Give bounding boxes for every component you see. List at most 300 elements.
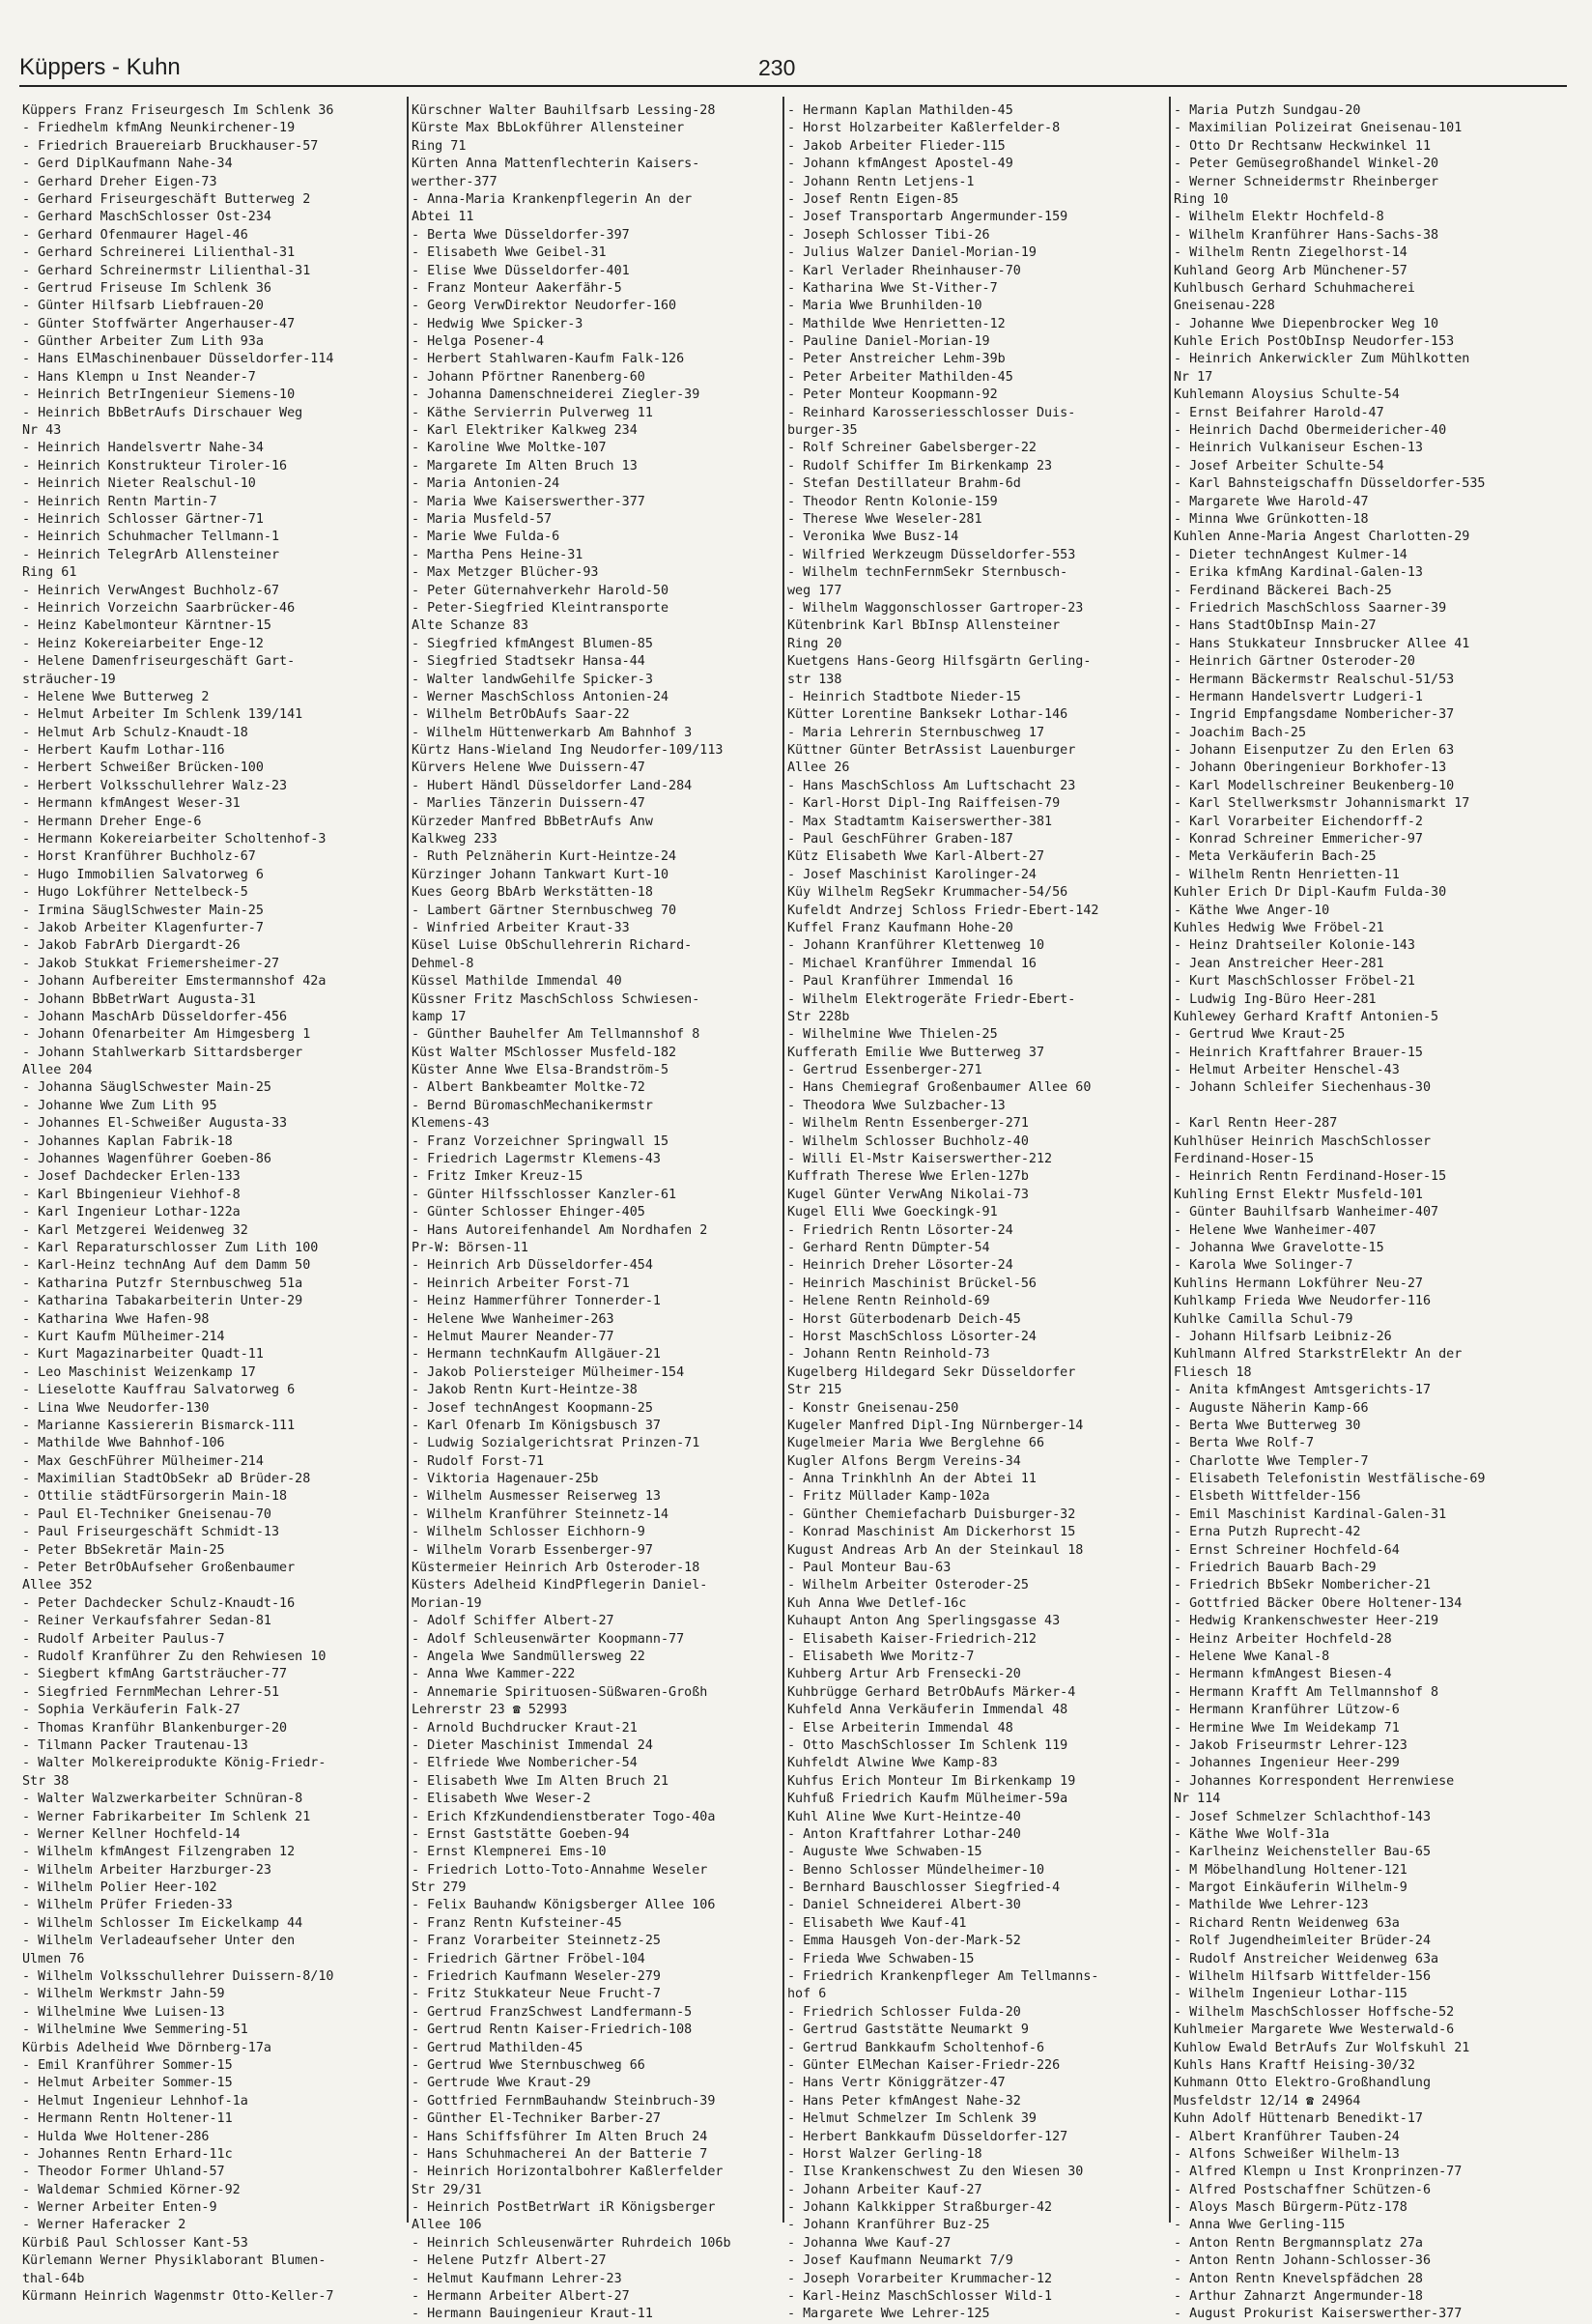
directory-entry-line: - Franz Monteur Aakerfähr-5 (412, 280, 622, 296)
directory-entry-line: - Jakob Poliersteiger Mülheimer-154 (412, 1364, 685, 1380)
directory-entry-line: - Wilhelm Elektr Hochfeld-8 (1174, 210, 1384, 225)
directory-entry-line: Kuhl Aline Wwe Kurt-Heintze-40 (787, 1809, 1021, 1824)
directory-entry-line: - Kurt Kaufm Mülheimer-214 (22, 1329, 225, 1344)
directory-entry-line: - Helene Rentn Reinhold-69 (787, 1294, 990, 1309)
directory-entry-line: - Otto MaschSchlosser Im Schlenk 119 (787, 1737, 1068, 1753)
directory-entry-line: - Kurt Magazinarbeiter Quadt-11 (22, 1347, 264, 1363)
directory-entry-line: - Helmut Arb Schulz-Knaudt-18 (22, 725, 248, 740)
directory-entry-line: - Käthe Servierrin Pulverweg 11 (412, 405, 653, 420)
directory-entry-line: Kuhlen Anne-Maria Angest Charlotten-29 (1174, 530, 1470, 545)
directory-entry-line: - Heinrich Schlosser Gärtner-71 (22, 511, 264, 527)
directory-entry-line: - Siegfried FernmMechan Lehrer-51 (22, 1684, 280, 1700)
directory-entry-line: - Karl Elektriker Kalkweg 234 (412, 423, 638, 439)
directory-entry-line: - Josef Kaufmann Neumarkt 7/9 (787, 2253, 1013, 2269)
directory-entry-line: - Rudolf Kranführer Zu den Rehwiesen 10 (22, 1649, 327, 1664)
directory-entry-line: - Günter Schlosser Ehinger-405 (412, 1205, 645, 1220)
directory-entry-line: - Ottilie städtFürsorgerin Main-18 (22, 1489, 288, 1505)
directory-entry-line: Kuhlkamp Frieda Wwe Neudorfer-116 (1174, 1294, 1432, 1309)
directory-entry-line: - Hermann Handelsvertr Ludgeri-1 (1174, 689, 1423, 704)
directory-entry-line: - Hermann Kokereiarbeiter Scholtenhof-3 (22, 832, 327, 847)
directory-entry-line: - Johann Eisenputzer Zu den Erlen 63 (1174, 743, 1455, 759)
directory-entry-line: weg 177 (787, 583, 842, 598)
directory-entry-line: - Werner Kellner Hochfeld-14 (22, 1826, 241, 1842)
directory-entry-line: - Heinrich PostBetrWart iR Königsberger (412, 2200, 716, 2216)
directory-entry-line: - Alfred Postschaffner Schützen-6 (1174, 2182, 1432, 2197)
directory-entry-line: - Karl Vorarbeiter Eichendorff-2 (1174, 814, 1423, 829)
directory-entry-line: - Helene Putzfr Albert-27 (412, 2253, 607, 2269)
directory-entry-line: - Günter Stoffwärter Angerhauser-47 (22, 316, 296, 331)
directory-entry-line: - Maria Wwe Kaiserswerther-377 (412, 494, 645, 509)
directory-entry-line: - Johannes Korrespondent Herrenwiese (1174, 1773, 1455, 1789)
directory-entry-line: - Margot Einkäuferin Wilhelm-9 (1174, 1880, 1407, 1896)
directory-entry-line: - Wilhelm Werkmstr Jahn-59 (22, 1987, 225, 2002)
directory-entry-line: Kuhlhüser Heinrich MaschSchlosser (1174, 1133, 1432, 1149)
directory-entry-line: - Heinz Hammerführer Tonnerder-1 (412, 1294, 661, 1309)
directory-entry-line: - Hans Peter kfmAngest Nahe-32 (787, 2093, 1021, 2109)
directory-entry-line: - Johanna SäuglSchwester Main-25 (22, 1080, 271, 1096)
directory-entry-line: - Theodor Rentn Kolonie-159 (787, 494, 998, 509)
directory-column-3 (782, 97, 1169, 2322)
directory-entry-line: - Maximilian Polizeirat Gneisenau-101 (1174, 121, 1463, 136)
directory-entry-line: - Mathilde Wwe Lehrer-123 (1174, 1898, 1369, 1913)
directory-entry-line: - Ferdinand Bäckerei Bach-25 (1174, 583, 1392, 598)
directory-entry-line: Kuffel Franz Kaufmann Hohe-20 (787, 920, 1013, 935)
directory-entry-line: Küsters Adelheid KindPflegerin Daniel- (412, 1578, 708, 1593)
directory-entry-line: - Heinrich BbBetrAufs Dirschauer Weg (22, 405, 303, 420)
directory-entry-line: - Karl Rentn Heer-287 (1174, 1116, 1338, 1132)
directory-entry-line: - Johann Kranführer Buz-25 (787, 2218, 990, 2233)
directory-entry-line: - Horst Kranführer Buchholz-67 (22, 849, 256, 865)
directory-entry-line: - Hans Vertr Königgrätzer-47 (787, 2076, 1006, 2091)
directory-entry-line: Lehrerstr 23 ☎ 52993 (412, 1703, 568, 1718)
directory-entry-line: - Johann kfmAngest Apostel-49 (787, 157, 1013, 172)
directory-entry-line: - Katharina Tabakarbeiterin Unter-29 (22, 1294, 303, 1309)
directory-entry-line: - Heinz Arbeiter Hochfeld-28 (1174, 1631, 1392, 1647)
directory-entry-line: Kütenbrink Karl BbInsp Allensteiner (787, 618, 1061, 634)
directory-entry-line: Ring 10 (1174, 191, 1229, 207)
directory-entry-line: Morian-19 (412, 1595, 482, 1611)
directory-entry-line: - Anton Rentn Knevelspfädchen 28 (1174, 2271, 1423, 2286)
directory-entry-line: - Gottfried FernmBauhandw Steinbruch-39 (412, 2093, 716, 2109)
directory-entry-line: Kues Georg BbArb Werkstätten-18 (412, 885, 653, 901)
directory-entry-line: - Johann Rentn Reinhold-73 (787, 1347, 990, 1363)
directory-entry-line: - Wilhelm Verladeaufseher Unter den (22, 1934, 296, 1949)
directory-entry-line: - Angela Wwe Sandmüllersweg 22 (412, 1649, 645, 1664)
directory-entry-line: - Reinhard Karosseriesschlosser Duis- (787, 405, 1076, 420)
directory-entry-line: Kürschner Walter Bauhilfsarb Lessing-28 (412, 103, 716, 118)
directory-entry-line: - Walter Molkereiprodukte König-Friedr- (22, 1756, 327, 1771)
directory-entry-line: Str 215 (787, 1383, 842, 1398)
directory-entry-line: - Fritz Stukkateur Neue Frucht-7 (412, 1987, 661, 2002)
directory-entry-line: Kuhlow Ewald BetrAufs Zur Wolfskuhl 21 (1174, 2040, 1470, 2055)
directory-entry-line: - Alfons Schweißer Wilhelm-13 (1174, 2146, 1400, 2162)
directory-entry-line: - Hugo Lokführer Nettelbeck-5 (22, 885, 248, 901)
directory-entry-line: - Josef Schmelzer Schlachthof-143 (1174, 1809, 1432, 1824)
directory-entry-line: - Käthe Wwe Anger-10 (1174, 903, 1330, 918)
directory-entry-line: - Paul Friseurgeschäft Schmidt-13 (22, 1525, 280, 1540)
directory-entry-line: - Paul GeschFührer Graben-187 (787, 832, 1013, 847)
directory-entry-line: - Johannes Wagenführer Goeben-86 (22, 1152, 271, 1167)
directory-entry-line: - Heinrich Dreher Lösorter-24 (787, 1258, 1013, 1274)
directory-entry-line: - Heinrich Handelsvertr Nahe-34 (22, 441, 264, 456)
directory-entry-line: - Hermann Arbeiter Albert-27 (412, 2289, 630, 2305)
directory-entry-line: - Erna Putzh Ruprecht-42 (1174, 1525, 1361, 1540)
directory-entry-line: - Anton Rentn Bergmannsplatz 27a (1174, 2235, 1423, 2251)
directory-entry-line: - Anna-Maria Krankenpflegerin An der (412, 191, 693, 207)
directory-entry-line: - Anna Trinkhlnh An der Abtei 11 (787, 1472, 1037, 1487)
directory-entry-line: - Hans Chemiegraf Großenbaumer Allee 60 (787, 1080, 1092, 1096)
directory-entry-line: - Wilhelm Ingenieur Lothar-115 (1174, 1987, 1407, 2002)
directory-entry-line: - Günter ElMechan Kaiser-Friedr-226 (787, 2057, 1061, 2073)
directory-entry-line: - Friedrich Rentn Lösorter-24 (787, 1222, 1013, 1238)
directory-entry-line: - Wilfried Werkzeugm Düsseldorfer-553 (787, 547, 1076, 562)
directory-columns (19, 97, 1567, 2322)
directory-entry-line: - Elisabeth Wwe Kauf-41 (787, 1915, 967, 1931)
directory-entry-line: - Max Stadtamtm Kaiserswerther-381 (787, 814, 1053, 829)
directory-entry-line: - Anton Kraftfahrer Lothar-240 (787, 1826, 1021, 1842)
directory-entry-line: - Karl-Horst Dipl-Ing Raiffeisen-79 (787, 796, 1061, 812)
directory-entry-line: - Heinrich Horizontalbohrer Kaßlerfelder (412, 2165, 724, 2180)
directory-entry-line: - Helga Posener-4 (412, 334, 545, 350)
directory-entry-line: - Friedrich Gärtner Fröbel-104 (412, 1951, 645, 1966)
directory-entry-line: Kugel Günter VerwAng Nikolai-73 (787, 1187, 1029, 1202)
directory-entry-line: - Emil Kranführer Sommer-15 (22, 2057, 233, 2073)
directory-entry-line: - Wilhelm Ausmesser Reiserweg 13 (412, 1489, 661, 1505)
directory-entry-line: - Josef Dachdecker Erlen-133 (22, 1169, 241, 1185)
directory-entry-line: - Theodora Wwe Sulzbacher-13 (787, 1098, 1006, 1113)
directory-entry-line: - Friedrich Schlosser Fulda-20 (787, 2004, 1021, 2020)
directory-entry-line: Kürbiß Paul Schlosser Kant-53 (22, 2235, 248, 2251)
directory-entry-line: Kuhlke Camilla Schul-79 (1174, 1311, 1353, 1327)
directory-entry-line: - Albert Kranführer Tauben-24 (1174, 2129, 1400, 2144)
directory-entry-line: - Peter BetrObAufseher Großenbaumer (22, 1561, 296, 1576)
directory-entry-line: - Ernst Beifahrer Harold-47 (1174, 405, 1384, 420)
directory-entry-line: Kürlemann Werner Physiklaborant Blumen- (22, 2253, 327, 2269)
directory-entry-line: - Johanna Damenschneiderei Ziegler-39 (412, 387, 700, 403)
directory-entry-line: - Heinrich Arbeiter Forst-71 (412, 1276, 630, 1291)
directory-entry-line: - Elisabeth Wwe Im Alten Bruch 21 (412, 1773, 669, 1789)
directory-entry-line: - Katharina Wwe St-Vither-7 (787, 280, 998, 296)
directory-entry-line: - Hermann Dreher Enge-6 (22, 814, 202, 829)
directory-entry-line: - Paul Monteur Bau-63 (787, 1561, 952, 1576)
directory-entry-line: - Auguste Näherin Kamp-66 (1174, 1400, 1369, 1416)
directory-entry-line: - Heinrich Arb Düsseldorfer-454 (412, 1258, 653, 1274)
directory-entry-line: kamp 17 (412, 1009, 467, 1024)
directory-entry-line: - Johanna Wwe Gravelotte-15 (1174, 1241, 1384, 1255)
directory-entry-line: - Annemarie Spirituosen-Süßwaren-Großh (412, 1684, 708, 1700)
directory-entry-line: - Siegfried kfmAngest Blumen-85 (412, 636, 653, 651)
directory-entry-line: Kuhls Hans Kraftf Heising-30/32 (1174, 2057, 1415, 2073)
directory-entry-line: - Wilhelm Arbeiter Harzburger-23 (22, 1862, 271, 1878)
directory-entry-line: - Karl Modellschreiner Beukenberg-10 (1174, 778, 1455, 793)
directory-entry-line: - Günter Hilfsarb Liebfrauen-20 (22, 299, 264, 314)
directory-entry-line: - Paul El-Techniker Gneisenau-70 (22, 1506, 271, 1522)
directory-entry-line: - Helmut Arbeiter Henschel-43 (1174, 1063, 1400, 1078)
directory-entry-line: - Ludwig Ing-Büro Heer-281 (1174, 991, 1377, 1007)
directory-entry-line: Kütter Lorentine Banksekr Lothar-146 (787, 707, 1068, 723)
directory-entry-line: - Wilhelm Prüfer Frieden-33 (22, 1898, 233, 1913)
directory-entry-line: - Helmut Arbeiter Sommer-15 (22, 2076, 233, 2091)
directory-entry-line: Str 228b (787, 1009, 850, 1024)
directory-entry-line: - Willi El-Mstr Kaiserswerther-212 (787, 1152, 1053, 1167)
directory-entry-line: - Jakob Stukkat Friemersheimer-27 (22, 956, 280, 971)
directory-entry-line: - Johann Hilfsarb Leibniz-26 (1174, 1329, 1392, 1344)
directory-entry-line: - Gerhard Friseurgeschäft Butterweg 2 (22, 191, 311, 207)
directory-entry-line: Kürzinger Johann Tankwart Kurt-10 (412, 867, 669, 882)
directory-entry-line: Kuhlmann Alfred StarkstrElektr An der (1174, 1347, 1463, 1363)
directory-entry-line: - Karl Bbingenieur Viehhof-8 (22, 1187, 241, 1202)
directory-entry-line: - Elisabeth Wwe Weser-2 (412, 1792, 591, 1807)
directory-entry-line: Kuhfus Erich Monteur Im Birkenkamp 19 (787, 1773, 1076, 1789)
directory-entry-line: - Stefan Destillateur Brahm-6d (787, 476, 1021, 492)
directory-entry-line: Küst Walter MSchlosser Musfeld-182 (412, 1045, 677, 1060)
directory-entry-line: - Peter Güternahverkehr Harold-50 (412, 583, 669, 598)
directory-entry-line: - Peter Arbeiter Mathilden-45 (787, 369, 1013, 385)
directory-entry-line: - Marie Wwe Fulda-6 (412, 530, 560, 545)
directory-entry-line: - Hermann Krafft Am Tellmannshof 8 (1174, 1684, 1439, 1700)
directory-entry-line: Küstermeier Heinrich Arb Osteroder-18 (412, 1561, 700, 1576)
directory-entry-line: - Mathilde Wwe Henrietten-12 (787, 316, 1006, 331)
directory-entry-line: Kugelmeier Maria Wwe Berglehne 66 (787, 1436, 1045, 1451)
directory-entry-line: Kuhlbusch Gerhard Schuhmacherei (1174, 280, 1415, 296)
directory-entry-line: - Maria Musfeld-57 (412, 511, 553, 527)
directory-entry-line: - Anna Wwe Kammer-222 (412, 1667, 576, 1682)
directory-entry-line: Kütz Elisabeth Wwe Karl-Albert-27 (787, 849, 1045, 865)
directory-entry-line: - Jakob Arbeiter Flieder-115 (787, 138, 1006, 154)
directory-entry-line: Kuhn Adolf Hüttenarb Benedikt-17 (1174, 2111, 1423, 2127)
directory-entry-line: Str 38 (22, 1773, 70, 1789)
directory-entry-line: Kuhling Ernst Elektr Musfeld-101 (1174, 1187, 1423, 1202)
directory-entry-line: - Emil Maschinist Kardinal-Galen-31 (1174, 1506, 1447, 1522)
directory-entry-line: - Heinrich Nieter Realschul-10 (22, 476, 256, 492)
directory-entry-line: - Berta Wwe Düsseldorfer-397 (412, 227, 630, 243)
directory-entry-line: Musfeldstr 12/14 ☎ 24964 (1174, 2093, 1361, 2109)
directory-entry-line: - Günther Bauhelfer Am Tellmannshof 8 (412, 1027, 700, 1043)
directory-entry-line: - Hans Klempn u Inst Neander-7 (22, 369, 256, 385)
directory-entry-line: Nr 114 (1174, 1792, 1221, 1807)
directory-entry-line: - Jakob Friseurmstr Lehrer-123 (1174, 1737, 1407, 1753)
directory-entry-line: - Gertrud Wwe Sternbuschweg 66 (412, 2057, 645, 2073)
directory-entry-line: - Ernst Klempnerei Ems-10 (412, 1845, 607, 1860)
directory-entry-line: - Peter Monteur Koopmann-92 (787, 387, 998, 403)
directory-entry-line: - Wilhelm Rentn Ziegelhorst-14 (1174, 245, 1407, 261)
directory-entry-line: - Heinrich Vorzeichn Saarbrücker-46 (22, 600, 296, 616)
directory-entry-line: - Heinrich Maschinist Brückel-56 (787, 1276, 1037, 1291)
directory-entry-line: Kuffrath Therese Wwe Erlen-127b (787, 1169, 1029, 1185)
directory-entry-line: - Hermann Bauingenieur Kraut-11 (412, 2307, 653, 2322)
directory-entry-line: Kuhlins Hermann Lokführer Neu-27 (1174, 1276, 1423, 1291)
directory-entry-line: Kuetgens Hans-Georg Hilfsgärtn Gerling- (787, 654, 1092, 670)
directory-entry-line: - Wilhelm BetrObAufs Saar-22 (412, 707, 630, 723)
directory-entry-line: - Irmina SäuglSchwester Main-25 (22, 903, 264, 918)
directory-entry-line: - Gerd DiplKaufmann Nahe-34 (22, 157, 233, 172)
directory-entry-line: Kufferath Emilie Wwe Butterweg 37 (787, 1045, 1045, 1060)
directory-entry-line: - Daniel Schneiderei Albert-30 (787, 1898, 1021, 1913)
directory-entry-line: - Erich KfzKundendienstberater Togo-40a (412, 1809, 716, 1824)
directory-entry-line: - Johannes Ingenieur Heer-299 (1174, 1756, 1400, 1771)
directory-entry-line: - Hermann Rentn Holtener-11 (22, 2111, 233, 2127)
directory-entry-line: - Katharina Putzfr Sternbuschweg 51a (22, 1276, 303, 1291)
directory-entry-line: - Karl Reparaturschlosser Zum Lith 100 (22, 1241, 319, 1255)
directory-entry-line: - Franz Vorarbeiter Steinnetz-25 (412, 1934, 661, 1949)
directory-entry-line: - Hedwig Krankenschwester Heer-219 (1174, 1614, 1439, 1629)
directory-entry-line: Küssner Fritz MaschSchloss Schwiesen- (412, 991, 700, 1007)
directory-entry-line: - Heinrich Ankerwickler Zum Mühlkotten (1174, 352, 1470, 367)
directory-entry-line: - Käthe Wwe Wolf-31a (1174, 1826, 1330, 1842)
directory-entry-line: - Günther Arbeiter Zum Lith 93a (22, 334, 264, 350)
directory-entry-line: - Elsbeth Wittfelder-156 (1174, 1489, 1361, 1505)
directory-entry-line: - Johann MaschArb Düsseldorfer-456 (22, 1009, 288, 1024)
directory-entry-line: - Wilhelm Vorarb Essenberger-97 (412, 1542, 653, 1558)
directory-entry-line: - Margarete Im Alten Bruch 13 (412, 458, 638, 473)
directory-entry-line: - Berta Wwe Butterweg 30 (1174, 1418, 1361, 1433)
directory-entry-line: - Peter Dachdecker Schulz-Knaudt-16 (22, 1595, 296, 1611)
directory-entry-line: - Waldemar Schmied Körner-92 (22, 2182, 241, 2197)
directory-entry-line: - Hubert Händl Düsseldorfer Land-284 (412, 778, 693, 793)
directory-entry-line: - Elisabeth Telefonistin Westfälische-69 (1174, 1472, 1486, 1487)
directory-entry-line: - Paul Kranführer Immendal 16 (787, 974, 1013, 990)
directory-entry-line: Ring 71 (412, 138, 467, 154)
directory-entry-line: - Josef Rentn Eigen-85 (787, 191, 959, 207)
directory-entry-line: - Ilse Krankenschwest Zu den Wiesen 30 (787, 2165, 1084, 2180)
directory-entry-line: - Maximilian StadtObSekr aD Brüder-28 (22, 1472, 311, 1487)
directory-entry-line: Kuhlemann Aloysius Schulte-54 (1174, 387, 1400, 403)
directory-entry-line: - Heinrich VerwAngest Buchholz-67 (22, 583, 280, 598)
directory-entry-line: - Helene Damenfriseurgeschäft Gart- (22, 654, 296, 670)
directory-entry-line: - Leo Maschinist Weizenkamp 17 (22, 1364, 256, 1380)
directory-entry-line: - Josef Transportarb Angermunder-159 (787, 210, 1068, 225)
directory-entry-line: - Rolf Jugendheimleiter Brüder-24 (1174, 1934, 1432, 1949)
directory-entry-line: - Wilhelm Elektrogeräte Friedr-Ebert- (787, 991, 1076, 1007)
directory-entry-line: - Wilhelm Hilfsarb Wittfelder-156 (1174, 1969, 1432, 1985)
directory-entry-line: Küppers Franz Friseurgesch Im Schlenk 36 (22, 103, 334, 118)
directory-entry-line: - Karl Ingenieur Lothar-122a (22, 1205, 241, 1220)
directory-entry-line: - Richard Rentn Weidenweg 63a (1174, 1915, 1400, 1931)
directory-entry-line: - Hans Autoreifenhandel Am Nordhafen 2 (412, 1222, 708, 1238)
directory-entry-line: Kuhfeldt Alwine Wwe Kamp-83 (787, 1756, 998, 1771)
directory-entry-line: - Minna Wwe Grünkotten-18 (1174, 511, 1369, 527)
running-head-title: Küppers - Kuhn (19, 54, 181, 80)
directory-entry-line: - Hans Schiffsführer Im Alten Bruch 24 (412, 2129, 708, 2144)
directory-entry-line: - Wilhelm technFernmSekr Sternbusch- (787, 565, 1068, 581)
directory-entry-line: - Ingrid Empfangsdame Nombericher-37 (1174, 707, 1455, 723)
directory-entry-line: Kugelberg Hildegard Sekr Düsseldorfer (787, 1364, 1076, 1380)
directory-entry-line: - Friedrich Bauarb Bach-29 (1174, 1561, 1377, 1576)
directory-entry-line: - Werner Arbeiter Enten-9 (22, 2200, 217, 2216)
directory-entry-line: - Josef Arbeiter Schulte-54 (1174, 458, 1384, 473)
directory-entry-line: Kugler Alfons Bergm Vereins-34 (787, 1453, 1021, 1469)
directory-entry-line: - Heinrich Dachd Obermeidericher-40 (1174, 423, 1447, 439)
directory-entry-line: - Margarete Wwe Lehrer-125 (787, 2307, 990, 2322)
directory-entry-line: - Wilhelm Arbeiter Osteroder-25 (787, 1578, 1029, 1593)
directory-entry-line: - Siegfried Stadtsekr Hansa-44 (412, 654, 645, 670)
directory-entry-line: - Konrad Maschinist Am Dickerhorst 15 (787, 1525, 1076, 1540)
directory-entry-line: - Max GeschFührer Mülheimer-214 (22, 1453, 264, 1469)
directory-entry-line: - Rolf Schreiner Gabelsberger-22 (787, 441, 1037, 456)
directory-entry-line: - Johann Ofenarbeiter Am Himgesberg 1 (22, 1027, 311, 1043)
directory-entry-line: - Wilhelm Waggonschlosser Gartroper-23 (787, 600, 1084, 616)
directory-entry-line: - Elfriede Wwe Nombericher-54 (412, 1756, 638, 1771)
directory-entry-line: - Wilhelm MaschSchlosser Hoffsche-52 (1174, 2004, 1455, 2020)
directory-entry-line: - Anita kfmAngest Amtsgerichts-17 (1174, 1383, 1432, 1398)
directory-entry-line: - Siegbert kfmAng Gartsträucher-77 (22, 1667, 288, 1682)
directory-entry-line: - Reiner Verkaufsfahrer Sedan-81 (22, 1614, 271, 1629)
directory-entry-line: - Heinz Drahtseiler Kolonie-143 (1174, 938, 1415, 954)
directory-entry-line: - Benno Schlosser Mündelheimer-10 (787, 1862, 1045, 1878)
directory-entry-line: Kürste Max BbLokführer Allensteiner (412, 121, 685, 136)
directory-entry-line: - Peter-Siegfried Kleintransporte (412, 600, 669, 616)
directory-entry-line: - Joseph Schlosser Tibi-26 (787, 227, 990, 243)
directory-entry-line: Kugel Elli Wwe Goeckingk-91 (787, 1205, 998, 1220)
directory-entry-line: - Elisabeth Wwe Geibel-31 (412, 245, 607, 261)
directory-entry-line: - Ernst Schreiner Hochfeld-64 (1174, 1542, 1400, 1558)
directory-entry-line: - Wilhelm Volksschullehrer Duissern-8/10 (22, 1969, 334, 1985)
directory-entry-line: sträucher-19 (22, 672, 116, 687)
directory-entry-line: Kuhlewey Gerhard Kraftf Antonien-5 (1174, 1009, 1439, 1024)
directory-entry-line: - Ruth Pelznäherin Kurt-Heintze-24 (412, 849, 677, 865)
directory-entry-line: Allee 352 (22, 1578, 93, 1593)
directory-entry-line: - Arthur Zahnarzt Angermunder-18 (1174, 2289, 1423, 2305)
directory-entry-line: - Peter BbSekretär Main-25 (22, 1542, 225, 1558)
directory-entry-line: Ring 61 (22, 565, 77, 581)
directory-entry-line: Küy Wilhelm RegSekr Krummacher-54/56 (787, 885, 1068, 901)
directory-entry-line: Nr 17 (1174, 369, 1213, 385)
directory-entry-line: - Wilhelm Schlosser Buchholz-40 (787, 1133, 1029, 1149)
directory-entry-line: - Elise Wwe Düsseldorfer-401 (412, 263, 630, 278)
directory-entry-line: - Heinrich Schuhmacher Tellmann-1 (22, 530, 280, 545)
directory-entry-line: - Marianne Kassiererin Bismarck-111 (22, 1418, 296, 1433)
directory-entry-line: - Anna Wwe Gerling-115 (1174, 2218, 1346, 2233)
directory-entry-line: - Heinrich Gärtner Osteroder-20 (1174, 654, 1415, 670)
directory-entry-line: - Meta Verkäuferin Bach-25 (1174, 849, 1377, 865)
directory-entry-line: Allee 204 (22, 1063, 93, 1078)
directory-entry-line: - Wilhelm Rentn Essenberger-271 (787, 1116, 1029, 1132)
directory-entry-line: - Heinrich Konstrukteur Tiroler-16 (22, 458, 288, 473)
directory-entry-line: - Charlotte Wwe Templer-7 (1174, 1453, 1369, 1469)
directory-entry-line: - Karl-Heinz technAng Auf dem Damm 50 (22, 1258, 311, 1274)
directory-entry-line: - Karoline Wwe Moltke-107 (412, 441, 607, 456)
directory-entry-line: - Frieda Wwe Schwaben-15 (787, 1951, 975, 1966)
directory-entry-line: Allee 106 (412, 2218, 482, 2233)
directory-entry-line: - Helene Wwe Wanheimer-407 (1174, 1222, 1377, 1238)
directory-entry-line: - Wilhelmine Wwe Thielen-25 (787, 1027, 998, 1043)
directory-entry-line: Kuhfeld Anna Verkäuferin Immendal 48 (787, 1703, 1068, 1718)
directory-entry-line: - Ludwig Sozialgerichtsrat Prinzen-71 (412, 1436, 700, 1451)
directory-entry-line: - Friedrich Lotto-Toto-Annahme Weseler (412, 1862, 708, 1878)
directory-entry-line: - Friedrich Krankenpfleger Am Tellmanns- (787, 1969, 1099, 1985)
directory-entry-line: - Karl Bahnsteigschaffn Düsseldorfer-535 (1174, 476, 1486, 492)
directory-entry-line (1174, 1098, 1564, 1115)
directory-entry-line: - Wilhelm Schlosser Im Eickelkamp 44 (22, 1915, 303, 1931)
directory-entry-line: - Hermann Bäckermstr Realschul-51/53 (1174, 672, 1455, 687)
directory-entry-line: - Wilhelm Kranführer Hans-Sachs-38 (1174, 227, 1439, 243)
directory-entry-line: - Wilhelm Kranführer Steinnetz-14 (412, 1506, 669, 1522)
directory-entry-line: Nr 43 (22, 423, 62, 439)
directory-entry-line: - Helmut Ingenieur Lehnhof-1a (22, 2093, 248, 2109)
directory-entry-line: - Werner Schneidermstr Rheinberger (1174, 174, 1439, 189)
directory-entry-line: - Helmut Schmelzer Im Schlenk 39 (787, 2111, 1037, 2127)
directory-entry-line: - Gerhard MaschSchlosser Ost-234 (22, 210, 271, 225)
directory-entry-line: - Pauline Daniel-Morian-19 (787, 334, 990, 350)
directory-entry-line: - Jakob FabrArb Diergardt-26 (22, 938, 241, 954)
directory-entry-line: - Gertrud Gaststätte Neumarkt 9 (787, 2023, 1029, 2038)
directory-entry-line: - Helene Wwe Wanheimer-263 (412, 1311, 614, 1327)
directory-entry-line: - Konstr Gneisenau-250 (787, 1400, 959, 1416)
directory-entry-line: Kufeldt Andrzej Schloss Friedr-Ebert-142 (787, 903, 1099, 918)
directory-entry-line: - Mathilde Wwe Bahnhof-106 (22, 1436, 225, 1451)
directory-entry-line: - Maria Lehrerin Sternbuschweg 17 (787, 725, 1045, 740)
directory-entry-line: - Karl Metzgerei Weidenweg 32 (22, 1222, 248, 1238)
